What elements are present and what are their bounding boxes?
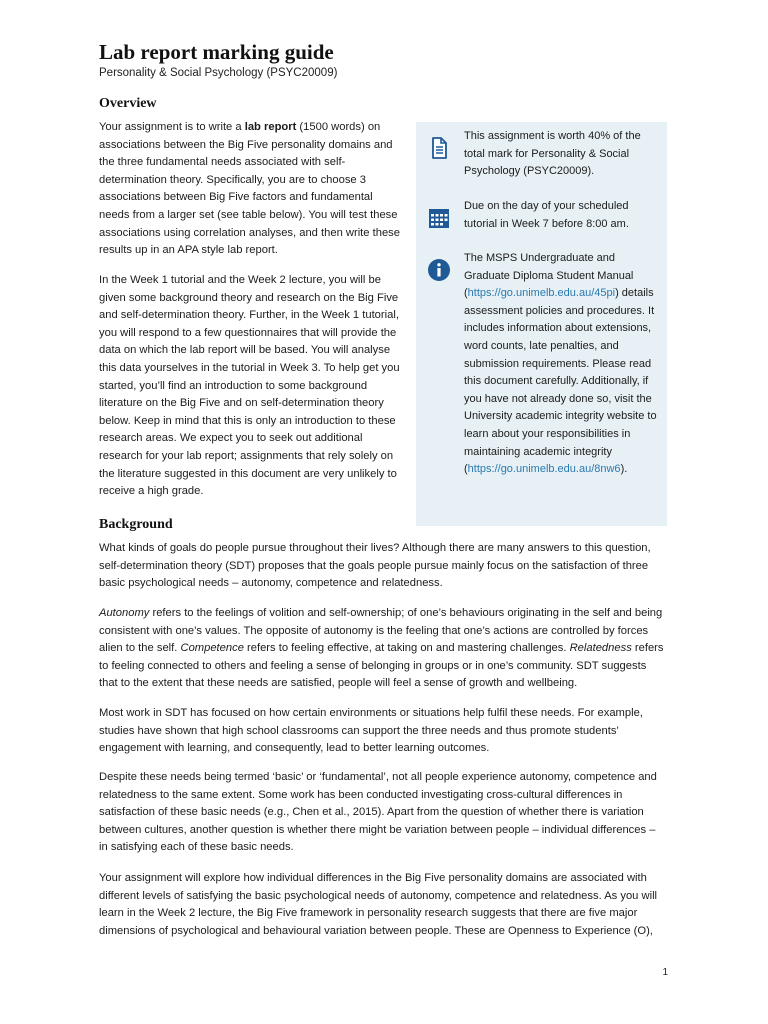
- background-paragraph-4: Despite these needs being termed ‘basic’ or ‘fundamental’, not all people experience autonomy, competence and relatedness to the same extent. Some work has been conducted investigating cross-cultural differences in satisfaction of these basic needs (e.g., Chen et al., 2015). Apart from the question of whether there is variation between cultures, another question is whether there might be variation between people – individual differences – in satisfying each of these basic needs.: [99, 771, 657, 854]
- sidebar-info-text-part: ) details assessment policies and procedures. It includes information about extensions, word counts, late penalties, and submission requirements. Please read this document carefully. Additionally, if you have not already done so, visit the University academic integrity website to learn about your responsibilities in maintaining academic integrity (: [464, 287, 657, 476]
- page-number: 1: [662, 967, 668, 978]
- academic-integrity-link[interactable]: https://go.unimelb.edu.au/8nw6: [467, 463, 621, 476]
- background-paragraph-3: Most work in SDT has focused on how certain environments or situations help fulfil these needs. For example, studies have shown that high school classrooms can support the three needs and thus promote students’ engagement with learning, and consequently, lead to better learning outcomes.: [99, 707, 643, 755]
- term-relatedness: Relatedness: [569, 642, 632, 655]
- term-competence: Competence: [180, 642, 244, 655]
- overview-paragraph-2: In the Week 1 tutorial and the Week 2 lecture, you will be given some background theory and research on the Big Five and self-determination theory. Further, in the Week 1 tutorial, you will respond to a few questionnaires that will provide the data on which the lab report will be based. You will analyse this data yourselves in the tutorial in Week 3. To help get you started, you’ll find an introduction to some background literature on the Big Five and on self-determination theory below. Keep in mind that this is only an introduction to these research areas. We expect you to seek out additional research for your lab report; assignments that rely solely on the literature suggested in this document are very unlikely to receive a high grade.: [99, 274, 400, 498]
- background-p2-text: refers to the feelings of volition and self-ownership; of one’s behaviours originating in the self and being consistent with one’s values. The opposite of autonomy is the feeling that one’s actions are controlled by forces alien to the self.: [99, 607, 663, 655]
- background-p2-text: refers to feeling effective, at taking on and mastering challenges.: [243, 642, 570, 655]
- calendar-icon: [427, 206, 451, 230]
- sidebar-info-text-part: ).: [620, 463, 628, 476]
- student-manual-link[interactable]: https://go.unimelb.edu.au/45pi: [467, 287, 616, 300]
- overview-p1-text: Your assignment is to write a: [99, 121, 245, 133]
- term-autonomy: Autonomy: [99, 607, 150, 619]
- overview-paragraph-1: [99, 119, 401, 260]
- background-p2-text: refers to feeling connected to others and feeling a sense of belonging in groups or in one’s community. SDT suggests that to the extent that these needs are satisfied, people will feel a sense of growth and wellbeing.: [99, 642, 664, 690]
- sidebar-due-text: Due on the day of your scheduled tutorial in Week 7 before 8:00 am.: [464, 200, 629, 230]
- background-paragraph-2: [99, 605, 665, 693]
- page-title: Lab report marking guide: [99, 40, 334, 64]
- background-heading: Background: [99, 517, 173, 532]
- sidebar-worth-text: This assignment is worth 40% of the total mark for Personality & Social Psychology (PSYC20009).: [464, 130, 641, 178]
- sidebar-info-text-part: The MSPS Undergraduate and Graduate Diploma Student Manual (: [464, 252, 634, 300]
- overview-heading: Overview: [99, 96, 157, 111]
- document-icon: [427, 136, 451, 160]
- course-subtitle: Personality & Social Psychology (PSYC20009): [99, 67, 338, 79]
- overview-p1-bold: lab report: [244, 121, 297, 133]
- background-paragraph-5: Your assignment will explore how individual differences in the Big Five personality domains are associated with different levels of satisfying the basic psychological needs of autonomy, competence and relatedness. As you will learn in the Week 2 lecture, the Big Five framework in personality research suggests that there are five major dimensions of psychological and behavioural variation between people. These are Openness to Experience (O),: [99, 872, 658, 937]
- assessment-info-sidebar: [416, 122, 667, 526]
- info-icon: [427, 258, 451, 282]
- background-paragraph-1: What kinds of goals do people pursue throughout their lives? Although there are many answers to this question, self-determination theory (SDT) proposes that the goals people pursue mainly focus on the satisfaction of three basic psychological needs – autonomy, competence and relatedness.: [99, 542, 651, 590]
- overview-p1-text-cont: (1500 words) on associations between the Big Five personality domains and the three fundamental needs associated with self-determination theory. Specifically, you are to choose 3 associations between Big Five factors and fundamental needs from a larger set (see table below). You will test these associations using correlation analyses, and then write these results up in an APA style lab report.: [99, 121, 400, 257]
- sidebar-info-text: [464, 250, 660, 479]
